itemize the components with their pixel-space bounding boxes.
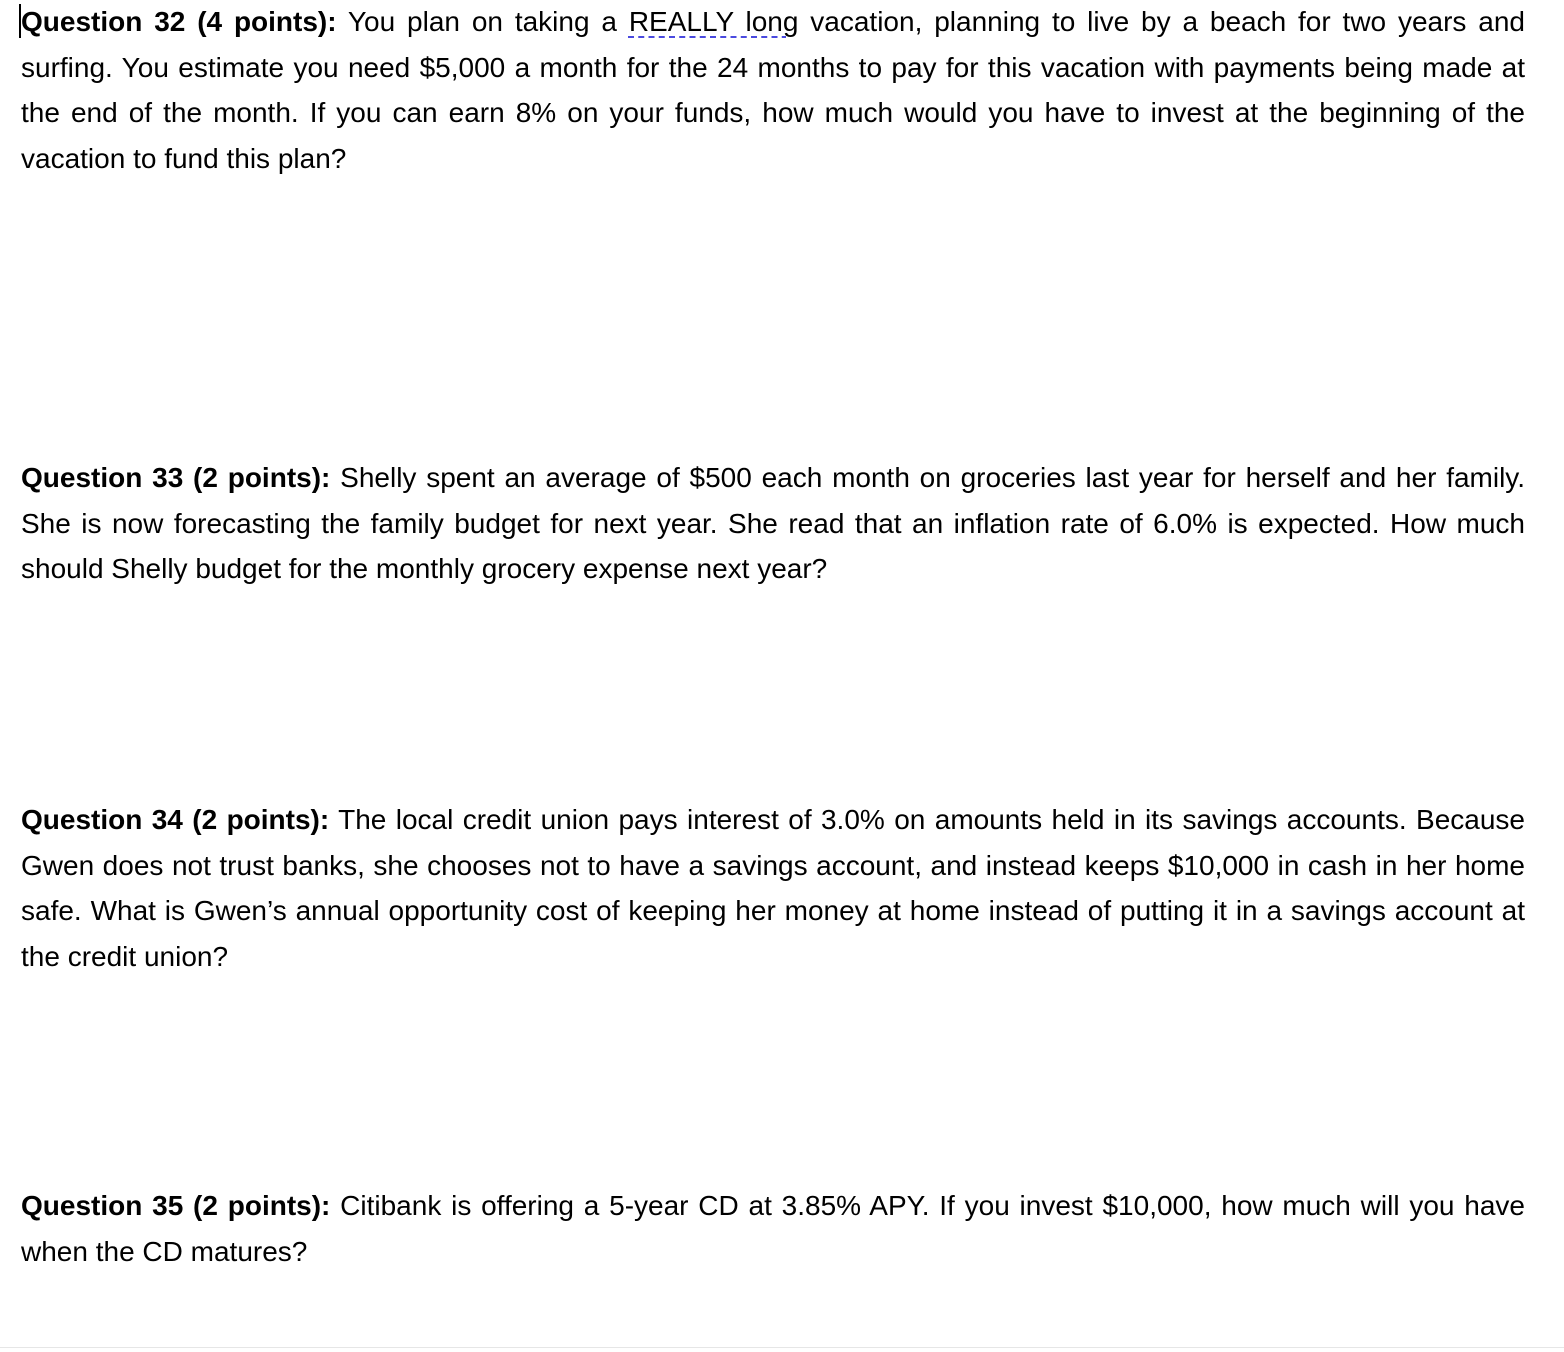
page-bottom-divider: [0, 1347, 1564, 1348]
question-34[interactable]: [21, 797, 1525, 979]
question-35-heading: Question 35 (2 points):: [21, 1190, 331, 1221]
question-32-text-before: You plan on taking a: [336, 6, 629, 37]
question-33[interactable]: [21, 455, 1525, 592]
question-35-text: Citibank is offering a 5-year CD at 3.85% APY. If you invest $10,000, how much will you have when the CD matures?: [21, 1190, 1525, 1267]
question-32-heading: Question 32 (4 points):: [21, 6, 337, 37]
question-33-heading: Question 33 (2 points):: [21, 462, 331, 493]
question-34-heading: Question 34 (2 points):: [21, 804, 330, 835]
question-33-text: Shelly spent an average of $500 each month on groceries last year for herself and her family. She is now forecasting the family budget for next year. She read that an inflation rate of 6.0% is expected. How much should Shelly budget for the monthly grocery expense next year?: [21, 462, 1526, 584]
question-34-text: The local credit union pays interest of 3.0% on amounts held in its savings accounts. Because Gwen does not trust banks, she chooses not to have a savings account, and instead keeps $10,000 in cash in her home safe. What is Gwen’s annual opportunity cost of keeping her money at home instead of putting it in a savings account at the credit union?: [21, 804, 1525, 972]
spellcheck-flagged-phrase[interactable]: REALLY long: [628, 6, 799, 37]
question-35[interactable]: [21, 1183, 1525, 1274]
question-32[interactable]: [21, 0, 1525, 181]
question-32-text-after: vacation, planning to live by a beach for two years and surfing. You estimate you need $5,000 a month for the 24 months to pay for this vacation with payments being made at the end of the month. If you can earn 8% on your funds, how much would you have to invest at the beginning of the vacation to fund this plan?: [21, 6, 1526, 174]
